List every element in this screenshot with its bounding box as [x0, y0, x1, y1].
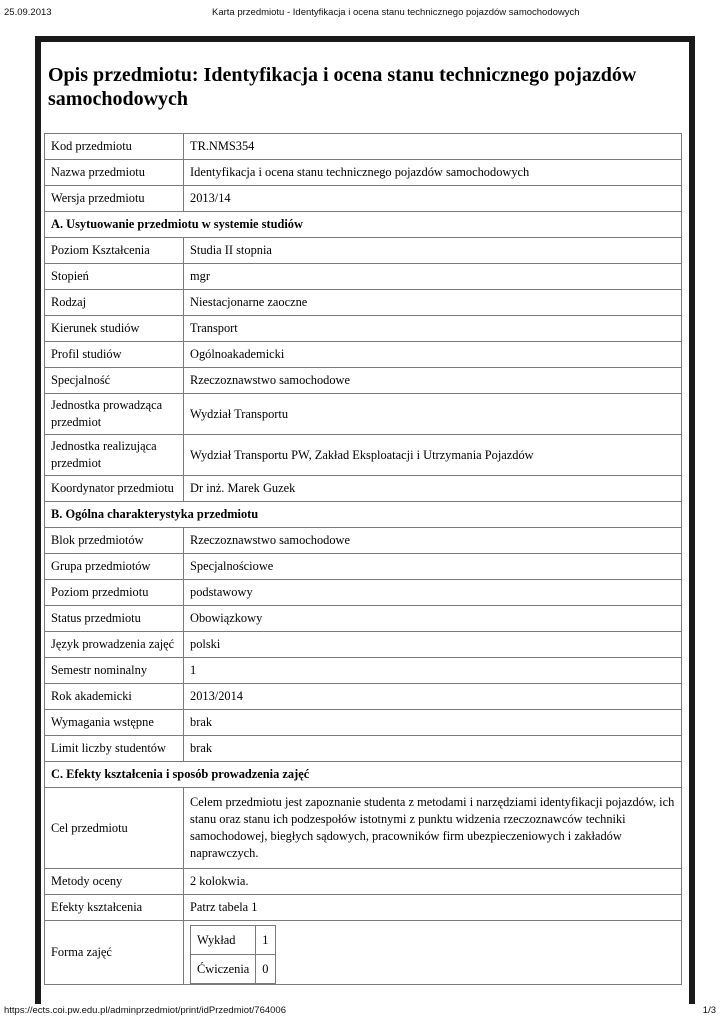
- row-value: brak: [184, 736, 682, 762]
- table-row: [45, 342, 682, 368]
- page-number: 1/3: [702, 1005, 716, 1016]
- row-label: Nazwa przedmiotu: [45, 160, 184, 186]
- row-value: Rzeczoznawstwo samochodowe: [184, 528, 682, 554]
- row-value: 2013/14: [184, 186, 682, 212]
- row-value: Wydział Transportu PW, Zakład Eksploatacji i Utrzymania Pojazdów: [184, 435, 682, 476]
- row-label: Specjalność: [45, 368, 184, 394]
- table-row: [45, 186, 682, 212]
- row-label: Semestr nominalny: [45, 658, 184, 684]
- table-row: [45, 921, 682, 985]
- row-value: Patrz tabela 1: [184, 895, 682, 921]
- table-row: [45, 316, 682, 342]
- row-label: Kod przedmiotu: [45, 134, 184, 160]
- table-row: [45, 632, 682, 658]
- section-b-title: B. Ogólna charakterystyka przedmiotu: [45, 502, 682, 528]
- row-value: Identyfikacja i ocena stanu technicznego pojazdów samochodowych: [184, 160, 682, 186]
- table-row: [45, 238, 682, 264]
- row-label: Jednostka prowadząca przedmiot: [45, 394, 184, 435]
- table-row: [45, 658, 682, 684]
- print-title: Karta przedmiotu - Identyfikacja i ocena stanu technicznego pojazdów samochodowych: [212, 7, 580, 18]
- row-label: Limit liczby studentów: [45, 736, 184, 762]
- table-row: [45, 554, 682, 580]
- section-c-title: C. Efekty kształcenia i sposób prowadzenia zajęć: [45, 762, 682, 788]
- row-label: Efekty kształcenia: [45, 895, 184, 921]
- document-frame: [35, 36, 695, 1004]
- row-label: Blok przedmiotów: [45, 528, 184, 554]
- row-value: 2 kolokwia.: [184, 869, 682, 895]
- print-footer: [0, 996, 724, 1024]
- print-header: [0, 0, 724, 30]
- section-header-row: [45, 212, 682, 238]
- row-value: Transport: [184, 316, 682, 342]
- row-value: Rzeczoznawstwo samochodowe: [184, 368, 682, 394]
- table-row: [45, 895, 682, 921]
- row-label: Kierunek studiów: [45, 316, 184, 342]
- row-label: Status przedmiotu: [45, 606, 184, 632]
- table-row: [191, 926, 276, 955]
- row-label: Metody oceny: [45, 869, 184, 895]
- row-value: polski: [184, 632, 682, 658]
- row-label: Poziom Kształcenia: [45, 238, 184, 264]
- row-value: podstawowy: [184, 580, 682, 606]
- table-row: [45, 264, 682, 290]
- row-label: Jednostka realizująca przedmiot: [45, 435, 184, 476]
- row-label: Profil studiów: [45, 342, 184, 368]
- section-header-row: [45, 502, 682, 528]
- row-value: Obowiązkowy: [184, 606, 682, 632]
- row-label: Rok akademicki: [45, 684, 184, 710]
- table-row: [191, 955, 276, 984]
- row-label: Stopień: [45, 264, 184, 290]
- row-label: Język prowadzenia zajęć: [45, 632, 184, 658]
- row-label: Koordynator przedmiotu: [45, 476, 184, 502]
- table-row: [45, 710, 682, 736]
- row-value: [184, 921, 682, 985]
- table-row: [45, 476, 682, 502]
- row-value: brak: [184, 710, 682, 736]
- row-value: TR.NMS354: [184, 134, 682, 160]
- table-row: [45, 580, 682, 606]
- forma-name: Ćwiczenia: [191, 955, 256, 984]
- table-row: [45, 606, 682, 632]
- row-value: Ogólnoakademicki: [184, 342, 682, 368]
- page-title: Opis przedmiotu: Identyfikacja i ocena stanu technicznego pojazdów samochodowych: [48, 64, 637, 110]
- print-date: 25.09.2013: [4, 7, 52, 18]
- row-label: Wymagania wstępne: [45, 710, 184, 736]
- row-value: 1: [184, 658, 682, 684]
- table-row: [45, 134, 682, 160]
- row-label: Forma zajęć: [45, 921, 184, 985]
- table-row: [45, 869, 682, 895]
- table-row: [45, 368, 682, 394]
- section-header-row: [45, 762, 682, 788]
- section-a-title: A. Usytuowanie przedmiotu w systemie studiów: [45, 212, 682, 238]
- row-value: Wydział Transportu: [184, 394, 682, 435]
- row-value: mgr: [184, 264, 682, 290]
- row-value: 2013/2014: [184, 684, 682, 710]
- row-value: Celem przedmiotu jest zapoznanie studenta z metodami i narzędziami identyfikacji pojazdów, ich stanu oraz stanu ich podzespołów istotnymi z punktu widzenia rzeczoznawców techniki samochodowej, biegłych sądowych, pracowników firm ubezpieczeniowych i zakładów naprawczych.: [184, 788, 682, 869]
- course-table: [44, 133, 682, 985]
- forma-hours: 1: [256, 926, 275, 955]
- row-label: Wersja przedmiotu: [45, 186, 184, 212]
- table-row: [45, 788, 682, 869]
- table-row: [45, 528, 682, 554]
- row-value: Niestacjonarne zaoczne: [184, 290, 682, 316]
- print-url: https://ects.coi.pw.edu.pl/adminprzedmiot/print/idPrzedmiot/764006: [4, 1005, 286, 1016]
- row-label: Rodzaj: [45, 290, 184, 316]
- table-row: [45, 290, 682, 316]
- forma-name: Wykład: [191, 926, 256, 955]
- row-label: Cel przedmiotu: [45, 788, 184, 869]
- table-row: [45, 160, 682, 186]
- row-label: Poziom przedmiotu: [45, 580, 184, 606]
- row-label: Grupa przedmiotów: [45, 554, 184, 580]
- table-row: [45, 435, 682, 476]
- table-row: [45, 736, 682, 762]
- table-row: [45, 684, 682, 710]
- row-value: Specjalnościowe: [184, 554, 682, 580]
- table-row: [45, 394, 682, 435]
- forma-hours: 0: [256, 955, 275, 984]
- forma-zajec-table: [190, 925, 276, 984]
- row-value: Dr inż. Marek Guzek: [184, 476, 682, 502]
- row-value: Studia II stopnia: [184, 238, 682, 264]
